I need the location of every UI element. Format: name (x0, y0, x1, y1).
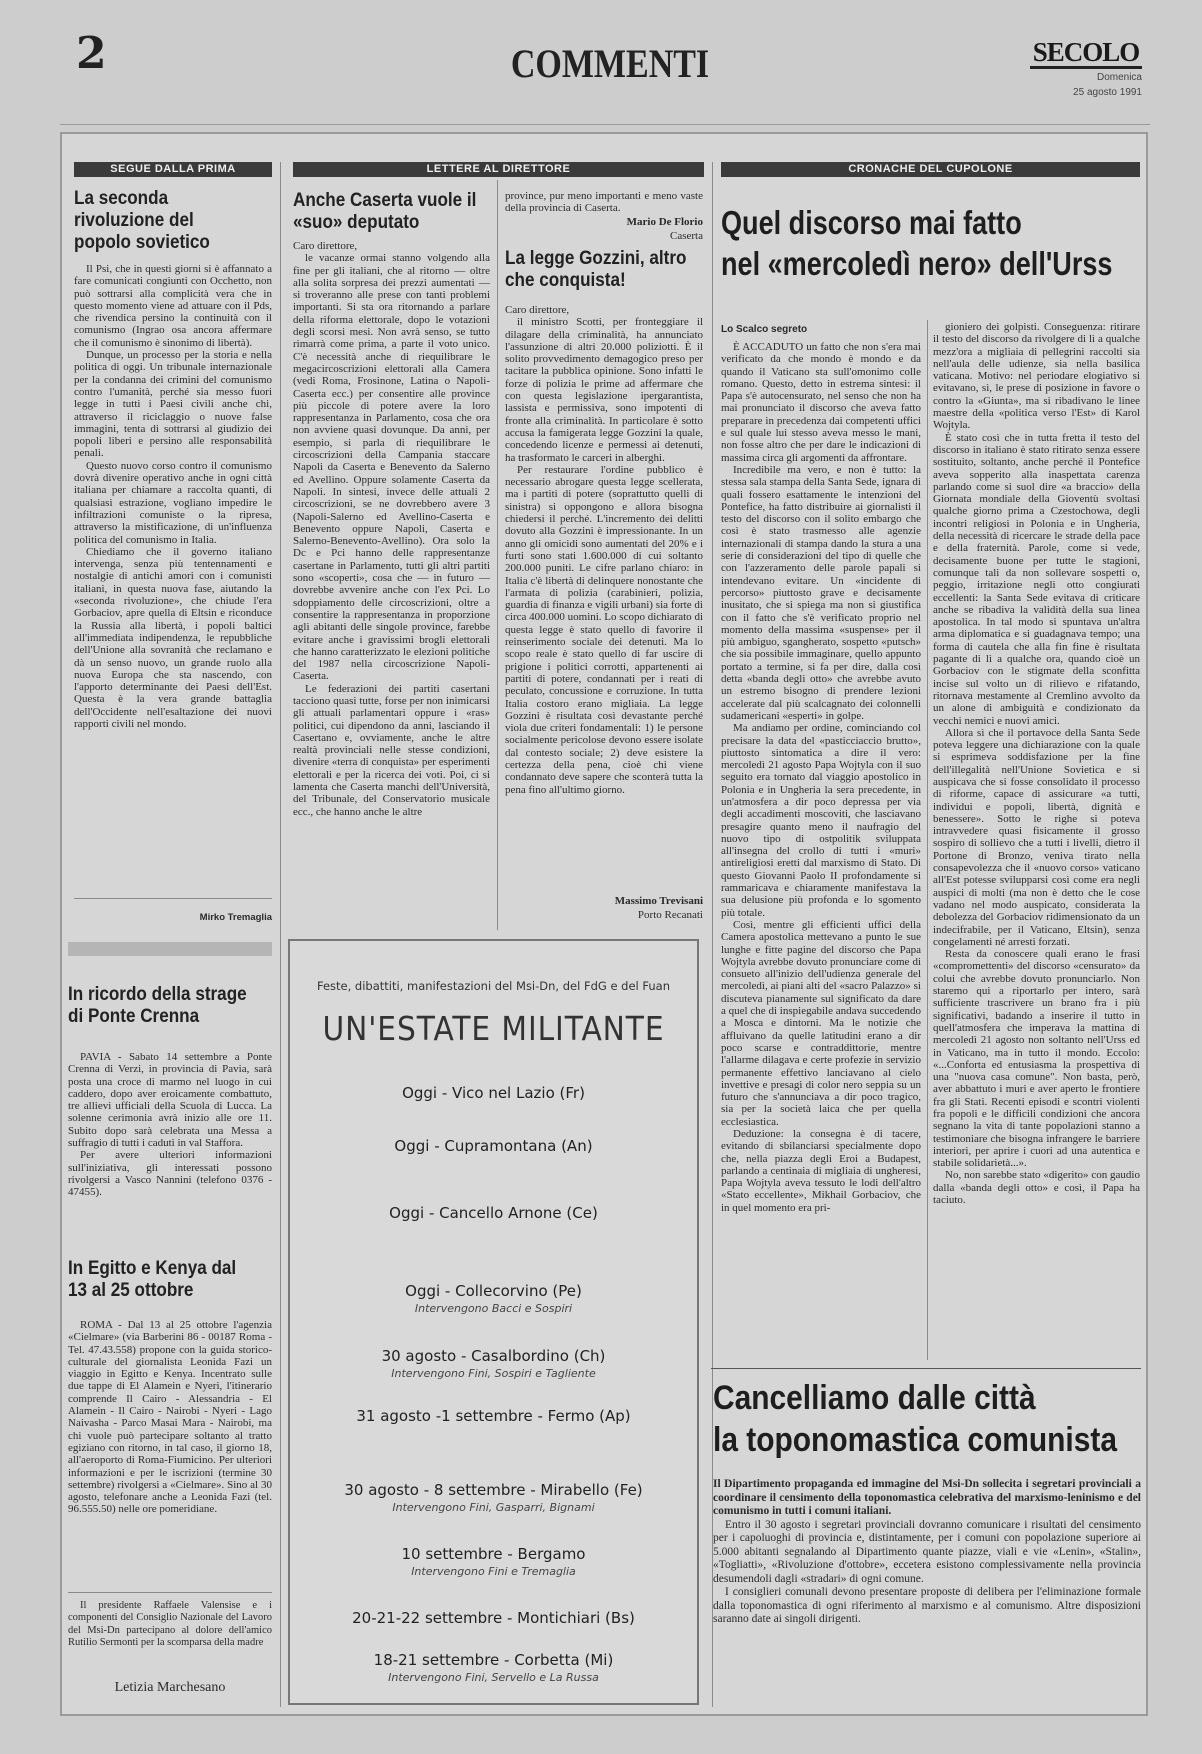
event-label: 18-21 settembre - Corbetta (Mi) (373, 1651, 614, 1669)
paragraph: le vacanze ormai stanno volgendo alla fine per gli italiani, che al ritorno — oltre alla solita sorpresa dei prezzi aumentati — si troveranno alle prese con tanti problemi importanti. Si sta ora ritornando a parlare della riforma elettorale, dopo le votazioni degli scorsi mesi. Non avrà senso, se tutto rimarrà come prima, a parte il voto unico. C'è necessità anche di riequilibrare le megacircoscrizioni elettorali alla Camera (vedi Roma, Frosinone, Latina o Napoli-Caserta ecc.) per consentire alle province più piccole di potere avere la loro rappresentanza in Parlamento, cosa che ora non avviene quasi dovunque. Da anni, per esempio, si parla di riequilibrare le circoscrizioni della Campania staccare Napoli da Caserta e Benevento da Salerno ed Avellino. Oppure solamente Caserta da Napoli. In sintesi, invece delle attuali 2 circoscrizioni, se ne dovrebbero avere 3 (Napoli-Salerno ed Avellino-Caserta e Benevento oppure Napoli, Caserta e Salerno-Benevento-Avellino). Ora solo la Dc e Pci hanno delle rappresentanze casertane in Parlamento, tutti gli altri partiti sono «scoperti», cosa che — in futuro — dovrebbe avvenire anche con l'ex Pci. Lo sdoppiamento delle circoscrizioni, oltre a consentire la rappresentanza in proporzione agli abitanti delle singole province, farebbe evitare anche i gravissimi brogli elettorali che hanno caratterizzato le elezioni politiche del 1987 nella circoscrizione Napoli-Caserta. (293, 252, 490, 683)
section-bar-lettere: LETTERE AL DIRETTORE (293, 162, 704, 177)
paragraph: Il Psi, che in questi giorni si è affannato a fare comunicati congiunti con Occhetto, non può sottrarsi alla complicità vera che in questo momento viene ad attuare con il Pds, che rivendica persino la continuità con il comunismo (Ingrao osa ancora affermare che il comunismo è sinonimo di libertà). (74, 263, 272, 349)
paragraph: Deduzione: la consegna è di tacere, evitando di sbilanciarsi specialmente dopo che, nella piazza degli Eroi a Budapest, parlando a centinaia di migliaia di ungheresi, Papa Wojtyla aveva tessuto le lodi dell'altro «Stato eccellente», Mikhail Gorbaciov, che in quel momento era pri- (721, 1128, 921, 1214)
paragraph: Ma andiamo per ordine, cominciando col precisare la data del «pasticciaccio brutto», piuttosto sintomatica a dire il vero: mercoledì 21 agosto Papa Wojtyla con il suo seguito era tornato dal viaggio apostolico in Polonia e in Ungheria la sera precedente, in un'atmosfera a dir poco depressa per via degli accadimenti moscoviti, che lasciavano presagire quanto meno il naufragio del nuovo tipo di ostpolitik sviluppata all'insegna del crollo di tutti i «muri» antireligiosi eretti dal marxismo di Stato. Di questo Giovanni Paolo II profondamente si rammaricava e chiaramente manifestava la sua delusione più profonda e lo sgomento più totale. (721, 722, 921, 919)
letter-continuation (505, 190, 703, 216)
article-title: In Egitto e Kenya dal 13 al 25 ottobre (68, 1258, 237, 1301)
article-title-line2: la toponomastica comunista (713, 1421, 1118, 1459)
header-rule (60, 124, 1150, 125)
section-bar-segue: SEGUE DALLA PRIMA (74, 162, 272, 177)
page-number: 2 (76, 28, 107, 79)
article-title-line2: nel «mercoledì nero» dell'Urss (721, 245, 1113, 282)
letter-title: La legge Gozzini, altro che conquista! (505, 248, 687, 291)
divider (68, 1592, 272, 1593)
article-title-line1: Quel discorso mai fatto (721, 204, 1022, 241)
issue-date: 25 agosto 1991 (1073, 87, 1142, 98)
paragraph: No, non sarebbe stato «digerito» con gaudio dalla «banda degli otto» e così, il Papa ha taciuto. (933, 1169, 1140, 1207)
paragraph: I consiglieri comunali devono presentare proposte di delibera per l'eliminazione formale dalla toponomastica di ogni riferimento al marxismo e al comunismo. Altre disposizioni saranno date ai singoli dirigenti. (713, 1586, 1141, 1625)
letter-signature: Massimo Trevisani (614, 895, 703, 907)
letter-body (505, 304, 703, 887)
issue-day: Domenica (1096, 72, 1142, 83)
paragraph: Dunque, un processo per la storia e nella politica di oggi. Un tribunale internazionale per la condanna dei crimini del comunismo contro l'umanità, perché sia messo fuori legge in tutti i Paesi civili anche chi, attraverso il riciclaggio o nuove false immagini, tenta di sottrarsi al giudizio dei popoli liberi e persino alle responsabilità penali. (74, 349, 272, 460)
paragraph: Entro il 30 agosto i segretari provinciali dovranno comunicare i risultati del censimento per i capoluoghi di provincia e, distintamente, per i comuni con popolazione superiore ai 5.000 abitanti segnalando al Dipartimento quante piazze, viali e vie «Lenin», «Stalin», «Togliatti», «Rivoluzione d'ottobre», eccetera esistono complessivamente nella provincia desumendoli dagli «stradari» di ogni comune. (713, 1518, 1141, 1585)
masthead (1030, 38, 1142, 99)
event-speakers: Intervengono Fini, Sospiri e Tagliente (391, 1367, 596, 1380)
article-body (68, 1319, 272, 1577)
notice-text (68, 1600, 272, 1678)
paragraph: Per restaurare l'ordine pubblico è necessario abrogare questa legge scellerata, ma i partiti di potere (soprattutto quelli di sinistra) si oppongono e allora bisogna chiedersi il perché. L'incremento dei delitti dovuto alla Gozzini è impressionante. In un anno gli omicidi sono aumentati del 20% e i furti sono stati 1.600.000 di cui soltanto 200.000 puniti. Le cifre parlano chiaro: in Italia c'è libertà di delinquere nonostante che l'armata di polizia (carabinieri, polizia, guardia di finanza e vigili urbani) sia forte di circa 400.000 uomini. Lo scopo dichiarato di questa legge è stato quello di favorire il reinserimento sociale dei detenuti. Ma lo scopo reale è stato quello di far uscire di prigione i politici corrotti, appartenenti ai partiti di potere, condannati per i reati di peculato, concussione e corruzione. In tutta Italia costoro erano migliaia. La legge Gozzini è risultata così devastante perché viola due criteri fondamentali: 1) le persone socialmente pericolose devono essere isolate dal contesto sociale; 2) deve esistere la certezza della pena, cioè chi viene condannato deve sapere che sconterà tutta la pena fino all'ultimo giorno. (505, 463, 703, 796)
article-signature: Mirko Tremaglia (199, 912, 272, 923)
column-rule (497, 180, 498, 930)
event-item (290, 1545, 697, 1578)
letter-body (293, 240, 490, 930)
paragraph: Per avere ulteriori informazioni sull'iniziativa, gli interessati possono rivolgersi a Vasco Nannini (telefono 0376 - 47455). (68, 1149, 272, 1199)
article-body (74, 263, 272, 881)
paragraph: Allora sì che il portavoce della Santa Sede poteva leggere una dichiarazione con la quale si esprimeva soddisfazione per la fine dell'illegalità nell'Unione Sovietica e si auspicava che si fosse consolidato il processo di riforme, capace di assicurare «a tutti, individui e popoli, libertà, dignità e benessere». Sotto le righe si poteva intravvedere quasi fisicamente il grosso sospiro di sollievo che a tutti i livelli, dietro il Portone di Bronzo, veniva tirato nella consapevolezza che il «nuovo corso» vaticano all'Est potesse svilupparsi così come era negli auspici di molti (ma non è detto che le cose vadano nel modo auspicato, considerata la debolezza del Gorbaciov ridimensionato da un indecifrabile, per il Vaticano, Eltsin), senza congelamenti né arresti forzati. (933, 726, 1140, 948)
event-label: Oggi - Collecorvino (Pe) (405, 1282, 582, 1300)
letter-city: Caserta (670, 230, 703, 242)
letter-signature: Mario De Florio (626, 216, 703, 228)
event-item (290, 1137, 697, 1155)
event-item (290, 1347, 697, 1380)
paragraph: Resta da conoscere quali erano le frasi «compromettenti» del discorso «censurato» da colui che avrebbe dovuto pronunciarlo. Non staremo qui a riportarlo per intero, sarà sufficiente trascrivere un brano fra i più significativi, badando a inserire il tutto in quell'atmosfera che imperava la mattina di mercoledì 21 agosto non soltanto nell'Urss ed in Vaticano, ma in tutto il mondo. Eccolo: «...Conforta ed entusiasma la prospettiva di una "nuova casa comune". Non basta, però, aver abbattuto i muri e aver aperto le frontiere fra gli Stati. Recenti episodi e scontri violenti fra popoli e le difficili condizioni che ancora segnano la vita di tante popolazioni stanno a testimoniare che bisogna infrangere le barriere interiori, per aprire i cuori ad una autentica e stabile solidarietà...». (933, 948, 1140, 1170)
event-label: 20-21-22 settembre - Montichiari (Bs) (352, 1609, 635, 1627)
article-title-line1: Cancelliamo dalle città (713, 1379, 1036, 1417)
event-label: Oggi - Cancello Arnone (Ce) (389, 1204, 598, 1222)
paragraph: ROMA - Dal 13 al 25 ottobre l'agenzia «Cielmare» (via Barberini 86 - 00187 Roma - Tel. 47.43.558) propone con la guida storico-culturale del giornalista Leonida Fazi un viaggio in Egitto e Kenya. Incentrato sulle due tappe di El Alamein e Nyeri, l'itinerario comprende Il Cairo - Alessandria - El Alamein - Il Cairo - Nairobi - Nyeri - Lago Naivasha - Parco Masai Mara - Nairobi, ma chi vuole può partecipare soltanto al tratto egiziano con ritorno, in tal caso, il giorno 18, all'aeroporto di Roma-Fiumicino. Per ulteriori informazioni e per le iscrizioni (termine 30 settembre) rivolgersi a «Cielmare». Sino al 30 agosto, telefonare anche a Leonida Fazi (tel. 96.555.50) nelle ore pomeridiane. (68, 1319, 272, 1516)
event-item (290, 1481, 697, 1514)
event-speakers: Intervengono Fini e Tremaglia (411, 1565, 576, 1578)
article-title: La seconda rivoluzione del popolo sovietico (74, 188, 210, 253)
article-body-right (933, 321, 1140, 1361)
event-label: 30 agosto - 8 settembre - Mirabello (Fe) (344, 1481, 643, 1499)
event-label: Oggi - Cupramontana (An) (394, 1137, 593, 1155)
event-speakers: Intervengono Bacci e Sospiri (414, 1302, 573, 1315)
event-poster (288, 939, 699, 1705)
event-item (290, 1282, 697, 1315)
event-item (290, 1084, 697, 1102)
continuation-text: province, pur meno importanti e meno vaste della provincia di Caserta. (505, 190, 703, 215)
article-body (68, 1051, 272, 1226)
event-item (290, 1609, 697, 1627)
letter-city: Porto Recanati (637, 909, 703, 921)
section-bar-cupolone: CRONACHE DEL CUPOLONE (721, 162, 1140, 177)
letter-salutation: Caro direttore, (293, 240, 358, 252)
article-byline: Lo Scalco segreto (721, 324, 808, 335)
paragraph: Chiediamo che il governo italiano intervenga, senza più tentennamenti e nostalgie di antichi amori con i comunisti italiani, in questa nuova fase, aiutando la «seconda rivoluzione», che chiude l'era Gorbaciov, apre quella di Eltsin e riconduce la Russia alla libertà, i popoli baltici all'immediata indipendenza, le repubbliche dell'Unione alla sovranità che reclamano e dà un senso nuovo, un grande ruolo alla nuova Europa che sta nascendo, con l'apporto determinante dei Paesi dell'Est. Questa è la vera grande battaglia dell'Occidente nell'esaltazione dei nuovi rapporti civili nel mondo. (74, 545, 272, 730)
event-item (290, 1204, 697, 1222)
paragraph: PAVIA - Sabato 14 settembre a Ponte Crenna di Verzi, in provincia di Pavia, sarà posta una croce di marmo nel luogo in cui caddero, dopo aver eroicamente combattuto, tre allievi ufficiali della Scuola di Lucca. La solenne cerimonia avrà inizio alle ore 11. Subito dopo sarà celebrata una Messa a suffragio di tutti i caduti in val Staffora. (68, 1051, 272, 1150)
event-label: 30 agosto - Casalbordino (Ch) (381, 1347, 606, 1365)
event-item (290, 1407, 697, 1425)
event-label: 31 agosto -1 settembre - Fermo (Ap) (356, 1407, 631, 1425)
letter-title: Anche Caserta vuole il «suo» deputato (293, 190, 477, 233)
article-lead: Il Dipartimento propaganda ed immagine del Msi-Dn sollecita i segretari provinciali a coordinare il censimento della toponomastica celebrativa del marxismo-leninismo e del comunismo in tutti i comuni italiani. (713, 1478, 1141, 1517)
article-body (713, 1478, 1141, 1706)
notice-signature: Letizia Marchesano (114, 1680, 226, 1695)
article-paragraphs (713, 1519, 1141, 1627)
paragraph: il ministro Scotti, per fronteggiare il dilagare della criminalità, ha annunciato l'assunzione di altri 20.000 poliziotti. È il solito provvedimento demagogico preso per tacitare la pubblica opinione. Sono infatti le forze di polizia le prime ad affermare che con questa legislazione ipergarantista, lassista e permissiva, sono impotenti di fronte alla criminalità. In particolare è sotto accusa la famigerata legge Gozzini la quale, concedendo licenze e permessi ai detenuti, ha trasformato le carceri in alberghi. (505, 316, 703, 464)
event-label: 10 settembre - Bergamo (401, 1545, 586, 1563)
poster-kicker: Feste, dibattiti, manifestazioni del Msi-Dn, del FdG e del Fuan (316, 979, 671, 993)
column-rule (927, 320, 928, 1360)
divider (711, 1368, 1141, 1369)
poster-title: UN'ESTATE MILITANTE (322, 1009, 665, 1048)
masthead-logo: SECOLO (1030, 38, 1142, 69)
paragraph: Così, mentre gli efficienti uffici della Camera apostolica mettevano a punto le sue lunghe e fitte pagine del discorso che Papa Wojtyla avrebbe dovuto pronunciare come di consueto all'inizio dell'udienza generale del mercoledì, ai piani alti del «sacro Palazzo» si discuteva pianamente sul significato da dare a quel che di inspiegabile andava succedendo a Mosca e dintorni. Ma le notizie che affluivano da quelle latitudini erano a dir poco scarse e contraddittorie, mentre l'allarme dilagava e certe profezie in servizio permanente effettivo lanciavano al cielo invettive e presagi di color nero seppia su un futuro che s'annunciava a dir poco tragico, sia per la società laica che per quella ecclesiastica. (721, 918, 921, 1128)
letter-salutation: Caro direttore, (505, 304, 570, 316)
notice-paragraph: Il presidente Raffaele Valensise e i componenti del Consiglio Nazionale del Lavoro del Msi-Dn partecipano al dolore dell'amico Rutilio Sermonti per la scomparsa della madre (68, 1600, 272, 1648)
section-title: COMMENTI (510, 41, 710, 86)
event-speakers: Intervengono Fini, Gasparri, Bignami (392, 1501, 595, 1514)
paragraph: Incredibile ma vero, e non è tutto: la stessa sala stampa della Santa Sede, ignara di quali fossero esattamente le intenzioni del Pontefice, ha fatto distribuire ai giornalisti il testo del discorso con il solito embargo che così è stato trasmesso alle agenzie internazionali di stampa dando la stura a una serie di considerazioni del tipo di quelle che con l'azzeramento delle parole papali si intendevano evitare. Un «incidente di percorso» piuttosto grave e decisamente inusitato, che si spiega ma non si giustifica con il fatto che s'è verificato proprio nel momento della massima «suspense» per il più ambiguo, sgangherato, sospetto «putsch» che sia possibile immaginare, quello appunto portato a termine, si fa per dire, dalla così detta «banda degli otto» che avrebbe avuto un estremo bisogno di prendere lezioni accelerate dal più scalcagnato dei colonnelli sudamericani «esperti» in golpe. (721, 463, 921, 722)
gray-bar (68, 942, 272, 956)
paragraph: gioniero dei golpisti. Conseguenza: ritirare il testo del discorso da rivolgere di lì a qualche mezz'ora a migliaia di pellegrini raccolti sia nell'aula delle udienze, sia nella basilica vaticana. Motivo: nel periodare elogiativo si evitavano, sì, le prese di posizione in favore o contro la «Giunta», ma si ribadivano le linee maestre della «politica verso l'Est» di Karol Wojtyla. (933, 321, 1140, 432)
paragraph: È stato così che in tutta fretta il testo del discorso in italiano è stato ritirato senza essere sostituito, soltanto, anche perché il Pontefice aveva sopperito alla inaspettata carenza parlando come si suol dire «a braccio» della Giornata mondiale della Gioventù svoltasi qualche giorno prima a Czestochowa, degli incontri religiosi in Polonia e in Ungheria, della necessità di ricercare le strade della pace e della fraternità. Parole, come si vede, decisamente buone per tutte le stagioni, comunque tali da non sollevare sospetti o, peggio, irritazione negli otto congiurati eccellenti: la Santa Sede evitava di criticare anche se ribadiva la validità della sua linea apostolica. In tal modo si spuntava un'altra arma diplomatica e si guadagnava tempo; una forma di cautela che alla fin fine è risultata pagante di lì a qualche ora, quando cioè un Gorbaciov con le stigmate della sconfitta incise sul volto un di rilievo e rifatando, ritornava mestamente al Cremlino avvolto da un alone di ambiguità e condizionato da vecchi nemici e nuovi amici. (933, 431, 1140, 727)
divider (74, 898, 272, 899)
column-rule (280, 162, 281, 1707)
paragraph: È ACCADUTO un fatto che non s'era mai verificato da che mondo è mondo e da quando il Vaticano sta sull'omonimo colle romano. Questo, detto in estrema sintesi: il Papa s'è autocensurato, nel senso che non ha mai pronunciato il discorso che aveva fatto preparare in precedenza dai competenti uffici e sul quale lui stesso aveva messo le mani, non fosse altro che per dare le indicazioni di massima circa gli argomenti da affrontare. (721, 341, 921, 464)
paragraph: Questo nuovo corso contro il comunismo dovrà divenire operativo anche in ogni città italiana per chiamare a raccolta quanti, di qualsiasi estrazione, vogliano impedire le infiltrazioni comuniste o la ripresa, attraverso la mistificazione, di un'influenza politica del comunismo in Italia. (74, 459, 272, 546)
article-title: In ricordo della strage di Ponte Crenna (68, 984, 247, 1027)
column-rule (712, 162, 713, 1707)
letter-paragraphs (293, 252, 490, 818)
event-label: Oggi - Vico nel Lazio (Fr) (402, 1084, 585, 1102)
article-body-left (721, 341, 921, 1361)
event-item (290, 1651, 697, 1684)
event-speakers: Intervengono Fini, Servello e La Russa (388, 1671, 599, 1684)
letter-paragraphs (505, 316, 703, 796)
paragraph: Le federazioni dei partiti casertani tacciono quasi tutte, forse per non inimicarsi gli attuali parlamentari oppure i «ras» politici, cui dipendono da anni, lasciando il Casertano e, ovviamente, anche le altre realtà provinciali nelle stesse condizioni, divenire «terra di conquista» per esperimenti elettorali e per la ricerca dei voti. Poi, ci si lamenta che Caserta manchi dell'Università, del Tribunale, del Conservatorio musicale ecc., che hanno anche le altre (293, 682, 490, 818)
